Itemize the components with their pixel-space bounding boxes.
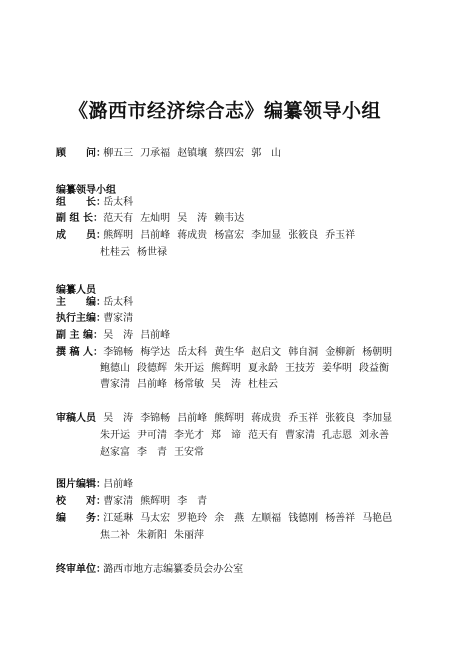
person-name: 朱开运 <box>174 363 204 374</box>
photo-editor-label: 图片编辑： <box>56 479 106 490</box>
person-name: 吕前峰 <box>177 413 208 424</box>
leading-group-heading: 编纂领导小组 <box>56 185 116 196</box>
writers-label: 撰 稿 人： <box>56 347 103 358</box>
person-name: 吕前峰 <box>103 479 134 490</box>
vice-leader-row <box>56 212 251 226</box>
person-name: 焦二补 <box>100 530 130 541</box>
writers-names-line3 <box>100 378 285 392</box>
advisors-names <box>103 147 288 161</box>
person-name: 岳太科 <box>177 347 208 358</box>
final-review-row <box>56 563 243 577</box>
person-name: 赵家富 <box>100 447 130 458</box>
proofread-label: 校 对： <box>56 496 106 507</box>
person-name: 李加显 <box>251 230 282 241</box>
person-name: 杨常敏 <box>174 379 204 390</box>
person-name: 朱开运 <box>100 430 130 441</box>
person-name: 江延琳 <box>103 513 134 524</box>
person-name: 黄生华 <box>214 347 245 358</box>
person-name: 姜华明 <box>322 363 352 374</box>
person-name: 张筱良 <box>288 230 319 241</box>
person-name: 马艳邑 <box>362 513 393 524</box>
photo-editor-row <box>56 478 140 492</box>
person-name: 段德辉 <box>137 363 167 374</box>
chief-editor-names <box>103 296 140 310</box>
vice-chief-label: 副 主 编： <box>56 330 103 341</box>
person-name: 李 青 <box>137 447 167 458</box>
person-name: 王技芳 <box>285 363 315 374</box>
person-name: 曹家清 <box>103 496 134 507</box>
person-name: 赖韦达 <box>214 213 245 224</box>
person-name: 范天有 <box>248 430 278 441</box>
exec-chief-names <box>103 312 140 326</box>
person-name: 左顺福 <box>251 513 282 524</box>
person-name: 熊辉明 <box>103 230 134 241</box>
person-name: 杜桂云 <box>100 247 130 258</box>
person-name: 吴 涛 <box>103 413 134 424</box>
final-review-value: 潞西市地方志编纂委员会办公室 <box>103 564 244 575</box>
person-name: 岳太科 <box>103 197 134 208</box>
writers-names-line1 <box>103 346 399 360</box>
vice-chief-row <box>56 329 177 343</box>
person-name: 杨善祥 <box>325 513 356 524</box>
person-name: 乔玉祥 <box>288 413 319 424</box>
members-names-line2 <box>100 246 174 260</box>
person-name: 李锦畅 <box>140 413 171 424</box>
reviewers-names-line2 <box>100 429 396 443</box>
person-name: 乔玉祥 <box>325 230 356 241</box>
person-name: 吴 涛 <box>103 330 134 341</box>
person-name: 李加显 <box>362 413 393 424</box>
vice-chief-names <box>103 329 177 343</box>
person-name: 尹可清 <box>137 430 167 441</box>
proofread-names <box>103 495 214 509</box>
members-names-line1 <box>103 229 362 243</box>
person-name: 吴 涛 <box>177 213 208 224</box>
person-name: 余 燕 <box>214 513 245 524</box>
vice-leader-names <box>103 212 251 226</box>
page-title: 《潞西市经济综合志》编纂领导小组 <box>68 100 381 122</box>
person-name: 杜桂云 <box>248 379 278 390</box>
typesetting-names-line1 <box>103 512 399 526</box>
exec-chief-label: 执行主编： <box>56 313 106 324</box>
members-label: 成 员： <box>56 230 106 241</box>
person-name: 梅学达 <box>140 347 171 358</box>
reviewers-names-line1 <box>103 412 399 426</box>
person-name: 刀承福 <box>140 148 171 159</box>
person-name: 赵镇壤 <box>177 148 208 159</box>
exec-chief-row <box>56 312 140 326</box>
person-name: 鲍德山 <box>100 363 130 374</box>
person-name: 杨朝明 <box>362 347 393 358</box>
person-name: 曹家清 <box>103 313 134 324</box>
person-name: 罗艳玲 <box>177 513 208 524</box>
members-row <box>56 229 362 243</box>
person-name: 熊辉明 <box>214 413 245 424</box>
person-name: 张筱良 <box>325 413 356 424</box>
person-name: 夏永龄 <box>248 363 278 374</box>
person-name: 孔志恩 <box>322 430 352 441</box>
person-name: 蔡四宏 <box>214 148 245 159</box>
chief-editor-label: 主 编： <box>56 297 106 308</box>
person-name: 左灿明 <box>140 213 171 224</box>
advisors-label: 顾 问： <box>56 148 106 159</box>
person-name: 吴 涛 <box>211 379 241 390</box>
person-name: 朱新阳 <box>137 530 167 541</box>
person-name: 赵启文 <box>251 347 282 358</box>
person-name: 蒋成贵 <box>177 230 208 241</box>
typesetting-label: 编 务： <box>56 513 106 524</box>
person-name: 范天有 <box>103 213 134 224</box>
person-name: 刘永善 <box>359 430 389 441</box>
person-name: 韩自洞 <box>288 347 319 358</box>
photo-editor-names <box>103 478 140 492</box>
final-review-label: 终审单位： <box>56 564 106 575</box>
person-name: 王安常 <box>174 447 204 458</box>
person-name: 熊辉明 <box>140 496 171 507</box>
person-name: 段益衡 <box>359 363 389 374</box>
person-name: 马太宏 <box>140 513 171 524</box>
writers-names-line2 <box>100 362 396 376</box>
person-name: 吕前峰 <box>140 330 171 341</box>
person-name: 郭 山 <box>251 148 282 159</box>
writers-row <box>56 346 399 360</box>
leader-row <box>56 196 140 210</box>
leader-names <box>103 196 140 210</box>
person-name: 柳五三 <box>103 148 134 159</box>
person-name: 李锦畅 <box>103 347 134 358</box>
person-name: 金柳新 <box>325 347 356 358</box>
leader-label: 组 长： <box>56 197 106 208</box>
typesetting-names-line2 <box>100 529 211 543</box>
reviewers-label: 审稿人员 <box>56 413 96 424</box>
person-name: 曹家清 <box>100 379 130 390</box>
reviewers-names-line3 <box>100 446 211 460</box>
person-name: 杨富宏 <box>214 230 245 241</box>
person-name: 岳太科 <box>103 297 134 308</box>
person-name: 曹家清 <box>285 430 315 441</box>
reviewers-row <box>56 412 399 426</box>
chief-editor-row <box>56 296 140 310</box>
person-name: 朱丽萍 <box>174 530 204 541</box>
person-name: 蒋成贵 <box>251 413 282 424</box>
person-name: 杨世禄 <box>137 247 167 258</box>
person-name: 郑 谛 <box>211 430 241 441</box>
editors-heading: 编纂人员 <box>56 285 96 296</box>
vice-leader-label: 副 组 长： <box>56 213 103 224</box>
person-name: 李 青 <box>177 496 208 507</box>
person-name: 熊辉明 <box>211 363 241 374</box>
typesetting-row <box>56 512 399 526</box>
person-name: 钱德刚 <box>288 513 319 524</box>
advisors-row <box>56 147 288 161</box>
person-name: 吕前峰 <box>140 230 171 241</box>
proofread-row <box>56 495 214 509</box>
person-name: 李光才 <box>174 430 204 441</box>
person-name: 吕前峰 <box>137 379 167 390</box>
